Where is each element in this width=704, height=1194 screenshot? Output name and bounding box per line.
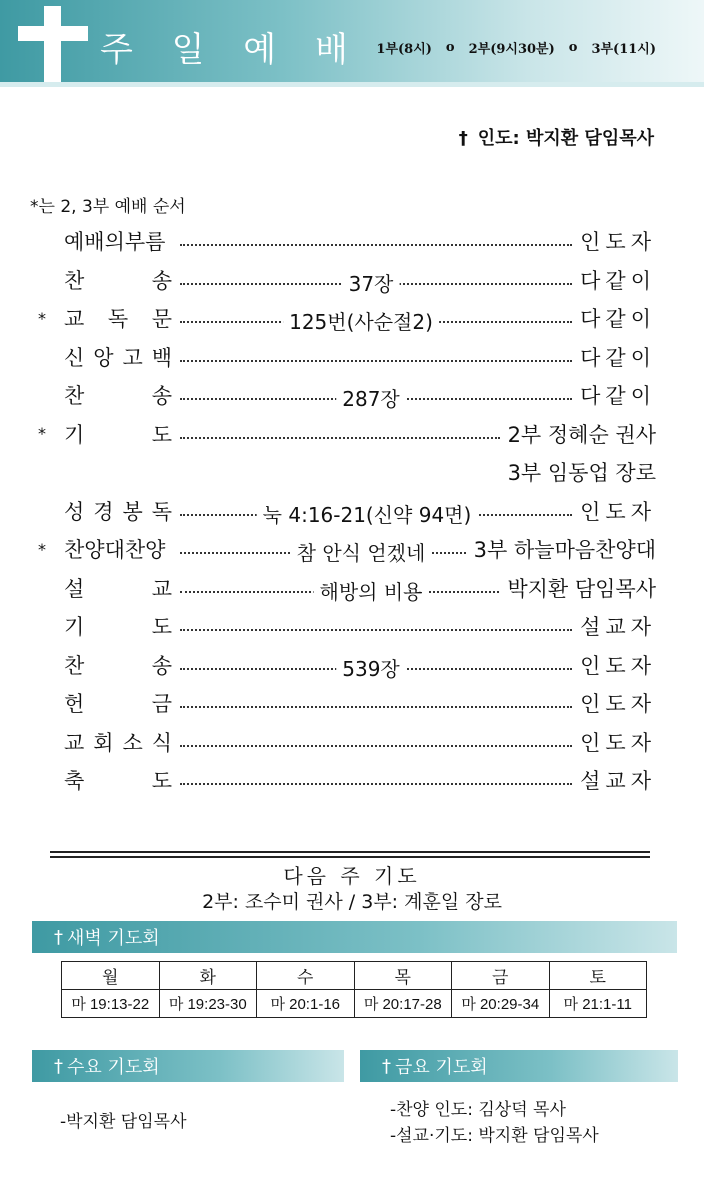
order-item — [64, 765, 172, 795]
order-performer: 설교자 — [580, 769, 656, 794]
order-item-char: 봉 — [122, 499, 143, 524]
order-performer: 인도자 — [580, 653, 656, 678]
order-row — [30, 569, 656, 608]
order-performer-extra: 3부 임동업 장로 — [507, 461, 656, 486]
order-item-char: 독 — [107, 307, 129, 332]
dotted-leader — [180, 607, 572, 646]
wednesday-prayer-title: 수요 기도회 — [67, 1057, 160, 1078]
order-item-char: 경 — [93, 499, 114, 524]
day-cell: 월 — [62, 962, 160, 990]
order-item-char: 도 — [151, 769, 172, 794]
star-marker: * — [38, 539, 46, 559]
reading-cell: 마 20:1-16 — [257, 990, 355, 1018]
order-note: *는 2, 3부 예배 순서 — [30, 197, 186, 217]
cross-icon — [44, 6, 61, 82]
friday-praise-leader: -찬양 인도: 김상덕 목사 — [390, 1100, 566, 1120]
cross-icon-bar — [18, 26, 88, 41]
order-content: 해방의 비용 — [314, 576, 429, 605]
dotted-leader — [180, 338, 572, 377]
reading-cell: 마 19:13-22 — [62, 990, 160, 1018]
order-item — [64, 265, 172, 295]
order-performer: 3부 하늘마음찬양대 — [473, 538, 656, 563]
order-content: 참 안식 얻겠네 — [291, 537, 432, 566]
dawn-prayer-bar — [32, 921, 677, 953]
order-performer: 2부 정혜순 권사 — [507, 422, 656, 447]
day-cell: 금 — [452, 962, 550, 990]
order-row — [30, 261, 656, 300]
next-week-title: 다음 주 기도 — [283, 864, 421, 888]
order-item — [64, 727, 172, 757]
order-content: 눅 4:16-21(신약 94면) — [257, 499, 478, 528]
order-content: 125번(사순절2) — [283, 306, 439, 335]
order-item-char: 찬양대찬양 — [64, 538, 166, 563]
order-row — [30, 530, 656, 569]
wednesday-leader: -박지환 담임목사 — [60, 1112, 187, 1132]
dotted-leader — [180, 492, 572, 531]
service-time-2: 2부(9시30분) — [468, 42, 555, 57]
order-item-char: 송 — [151, 268, 172, 293]
order-item-char: 고 — [122, 345, 143, 370]
order-item-char: 교 — [151, 576, 172, 601]
divider-line — [50, 856, 650, 858]
order-item-char: 교 — [64, 730, 85, 755]
dotted-leader — [180, 684, 572, 723]
order-item-char: 도 — [151, 422, 172, 447]
order-content: 539장 — [336, 653, 406, 682]
service-time-3: 3부(11시) — [591, 42, 656, 57]
order-item-char: 송 — [151, 653, 172, 678]
order-performer: 다같이 — [580, 345, 656, 370]
order-item-char: 송 — [151, 384, 172, 409]
order-item-char: 찬 — [64, 268, 85, 293]
order-item-char: 회 — [93, 730, 114, 755]
reading-cell: 마 20:29-34 — [452, 990, 550, 1018]
reading-cell: 마 20:17-28 — [354, 990, 452, 1018]
next-week-people: 2부: 조수미 권사 / 3부: 계훈일 장로 — [202, 891, 502, 913]
dotted-leader — [180, 222, 572, 261]
worship-leader-text: 인도: 박지환 담임목사 — [477, 128, 654, 149]
order-performer: 다같이 — [580, 268, 656, 293]
table-row — [62, 962, 647, 990]
header-banner — [0, 0, 704, 82]
dotted-leader — [180, 761, 572, 800]
reading-cell: 마 19:23-30 — [159, 990, 257, 1018]
order-content: 287장 — [336, 383, 406, 412]
dotted-leader — [180, 723, 572, 762]
order-item-char: 소 — [122, 730, 143, 755]
order-performer: 인도자 — [580, 499, 656, 524]
order-performer: 박지환 담임목사 — [507, 576, 656, 601]
dotted-leader — [180, 299, 572, 338]
order-item-char: 찬 — [64, 384, 85, 409]
dagger-icon: † — [458, 128, 468, 149]
dotted-leader — [180, 376, 572, 415]
order-row — [30, 299, 656, 338]
order-row — [30, 222, 656, 261]
order-item — [64, 496, 172, 526]
order-row — [30, 607, 656, 646]
order-row — [30, 376, 656, 415]
order-row — [30, 415, 656, 454]
order-row — [30, 723, 656, 762]
order-item-char: 찬 — [64, 653, 85, 678]
order-content: 37장 — [343, 268, 400, 297]
order-performer: 설교자 — [580, 615, 656, 640]
order-row — [30, 338, 656, 377]
order-item-char: 헌 — [64, 692, 85, 717]
service-time-1: 1부(8시) — [376, 42, 432, 57]
dotted-leader — [180, 530, 466, 569]
order-performer: 인도자 — [580, 692, 656, 717]
divider-line — [50, 851, 650, 853]
dotted-leader — [180, 261, 572, 300]
order-row — [30, 761, 656, 800]
order-of-worship — [30, 222, 656, 800]
order-performer: 다같이 — [580, 384, 656, 409]
day-cell: 화 — [159, 962, 257, 990]
day-cell: 목 — [354, 962, 452, 990]
friday-prayer-title: 금요 기도회 — [395, 1057, 488, 1078]
separator-circle: o — [568, 40, 578, 55]
order-item — [64, 226, 172, 256]
order-item-char: 앙 — [93, 345, 114, 370]
day-cell: 수 — [257, 962, 355, 990]
order-item — [64, 380, 172, 410]
order-item-char: 기 — [64, 615, 85, 640]
order-item-char: 금 — [151, 692, 172, 717]
separator-circle: o — [445, 40, 455, 55]
dotted-leader — [180, 646, 572, 685]
order-item-char: 도 — [151, 615, 172, 640]
dagger-icon: † — [54, 926, 63, 948]
order-item-char: 성 — [64, 499, 85, 524]
header-underline — [0, 82, 704, 87]
dotted-leader — [180, 415, 500, 454]
order-item — [64, 534, 172, 564]
dagger-icon: † — [54, 1055, 63, 1077]
friday-prayer-bar — [360, 1050, 678, 1082]
service-schedule — [376, 38, 656, 57]
order-item-char: 독 — [151, 499, 172, 524]
star-marker: * — [38, 424, 46, 444]
order-item — [64, 573, 172, 603]
dotted-leader — [180, 569, 499, 608]
order-item — [64, 342, 172, 372]
order-item-char: 식 — [151, 730, 172, 755]
page-title: 주 일 예 배 — [100, 30, 362, 70]
order-item — [64, 611, 172, 641]
order-item-char: 백 — [151, 345, 172, 370]
order-item — [64, 419, 172, 449]
order-row — [30, 492, 656, 531]
friday-preacher: -설교·기도: 박지환 담임목사 — [390, 1126, 599, 1146]
star-marker: * — [38, 308, 46, 328]
wednesday-prayer-bar — [32, 1050, 344, 1082]
worship-leader — [459, 124, 654, 150]
reading-cell: 마 21:1-11 — [549, 990, 647, 1018]
order-item-char: 설 — [64, 576, 85, 601]
order-row — [30, 646, 656, 685]
order-item-char: 기 — [64, 422, 85, 447]
order-item-char: 축 — [64, 769, 85, 794]
order-item — [64, 688, 172, 718]
dawn-prayer-title: 새벽 기도회 — [67, 928, 160, 949]
order-item-char: 교 — [64, 307, 85, 332]
order-item-char: 신 — [64, 345, 85, 370]
dawn-prayer-table — [61, 961, 647, 1018]
order-row-extra — [30, 453, 656, 492]
order-item — [64, 303, 172, 333]
table-row — [62, 990, 647, 1018]
order-performer: 인도자 — [580, 230, 656, 255]
dagger-icon: † — [382, 1055, 391, 1077]
order-row — [30, 684, 656, 723]
order-performer: 다같이 — [580, 307, 656, 332]
order-item-char: 문 — [151, 307, 172, 332]
order-item — [64, 650, 172, 680]
order-item-char: 예배의부름 — [64, 230, 166, 255]
day-cell: 토 — [549, 962, 647, 990]
order-performer: 인도자 — [580, 730, 656, 755]
